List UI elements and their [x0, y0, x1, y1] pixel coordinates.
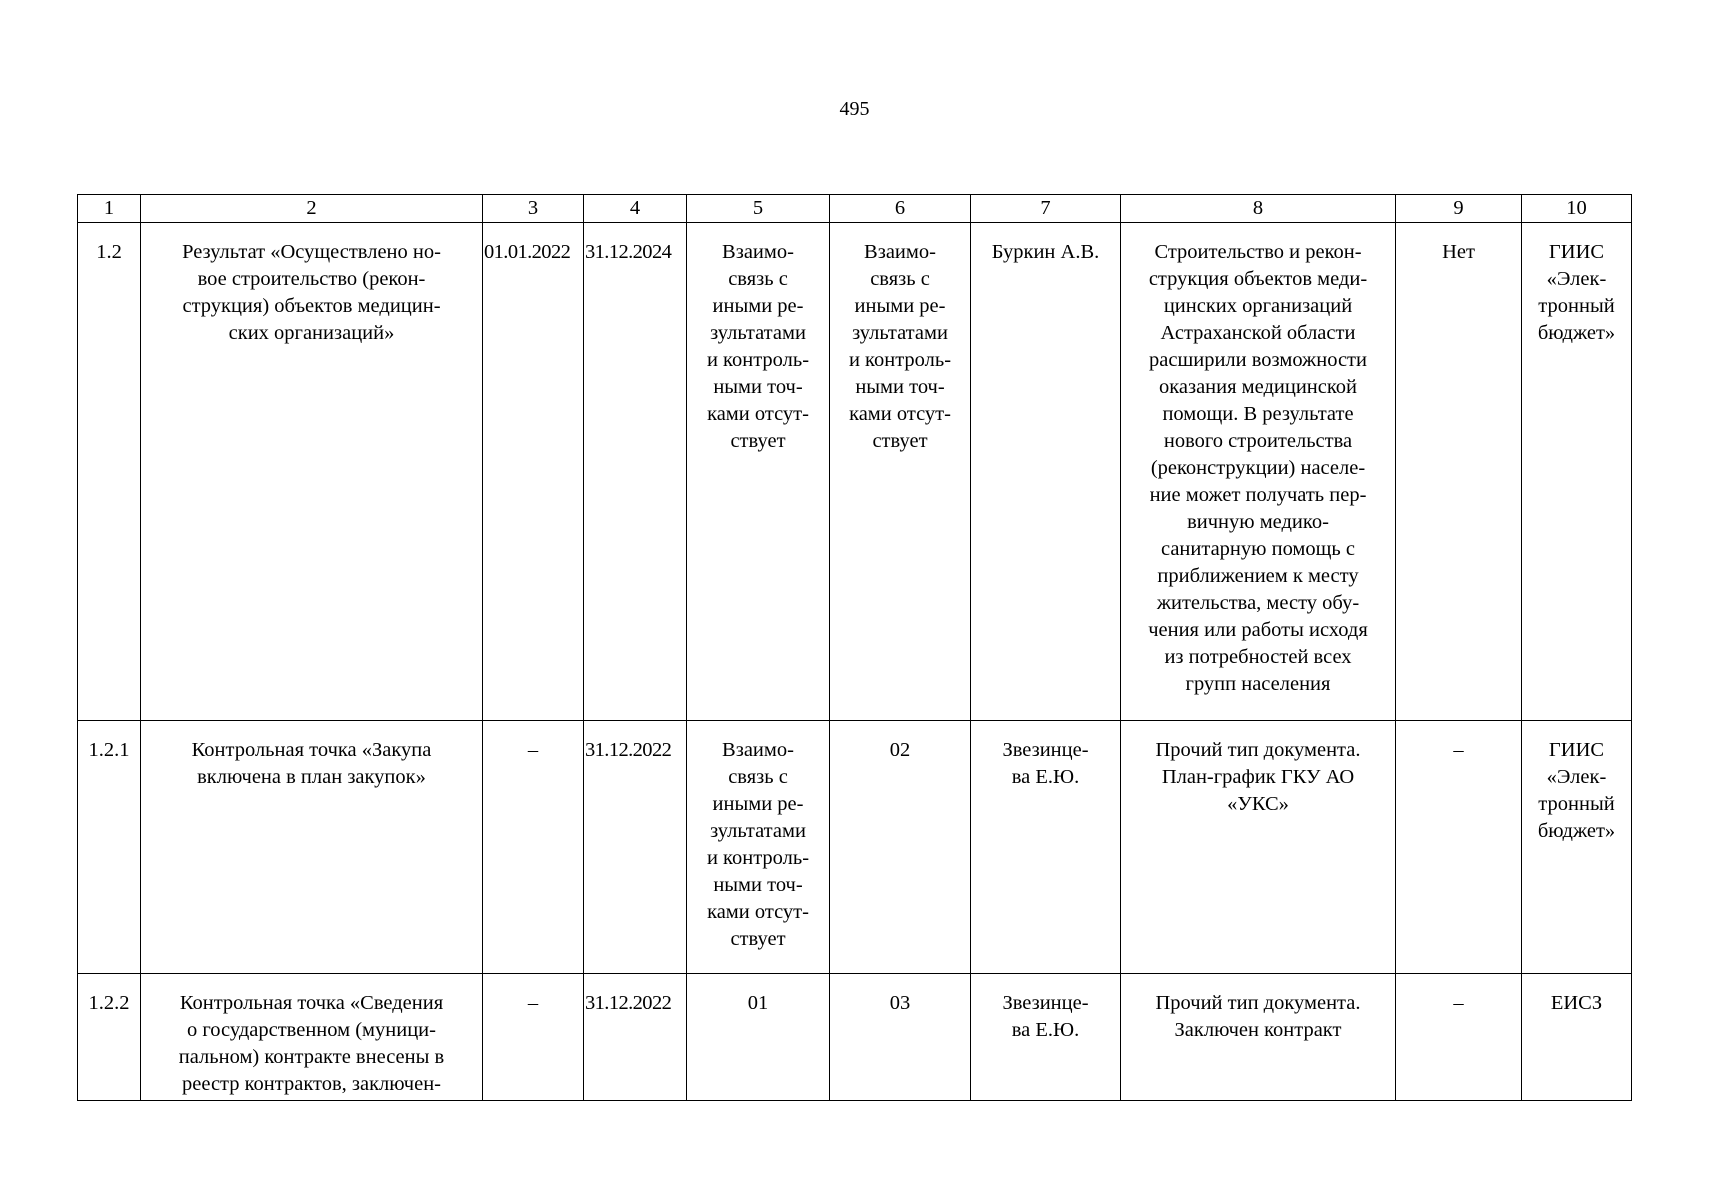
- cell-line: связь с: [870, 268, 930, 290]
- cell-line: бюджет»: [1537, 322, 1616, 344]
- level-cell: –: [1396, 974, 1522, 1101]
- cell-line: Звезинце-: [1002, 739, 1089, 761]
- cell-line: Прочий тип документа.: [1155, 739, 1361, 761]
- cell-line: Звезинце-: [1002, 992, 1089, 1014]
- header-cell-3: 3: [483, 195, 584, 223]
- page-number: 495: [839, 98, 870, 120]
- cell-line: 03: [889, 992, 911, 1014]
- cell-line: связь с: [728, 766, 788, 788]
- header-cell-9: 9: [1396, 195, 1522, 223]
- level-cell: Нет: [1396, 223, 1522, 721]
- successor-cell: [830, 721, 971, 974]
- cell-line: тронный: [1538, 793, 1615, 815]
- row-number-cell: 1.2.2: [78, 974, 141, 1101]
- cell-line: оказания медицинской: [1158, 376, 1358, 398]
- cell-line: включена в план закупок»: [197, 766, 426, 788]
- cell-line: «Элек-: [1546, 766, 1607, 788]
- cell-line: Взаимо-: [722, 739, 794, 761]
- cell-line: зультатами: [710, 820, 806, 842]
- end-date-cell: 31.12.2022: [584, 721, 687, 974]
- info-system-cell: [1522, 721, 1632, 974]
- cell-line: ками отсут-: [849, 403, 951, 425]
- header-cell-6: 6: [830, 195, 971, 223]
- cell-line: из потребностей всех: [1164, 646, 1352, 668]
- cell-line: иными ре-: [854, 295, 946, 317]
- cell-line: ние может получать пер-: [1149, 484, 1367, 506]
- predecessor-cell: [687, 223, 830, 721]
- start-date-cell: 01.01.2022: [483, 223, 584, 721]
- predecessor-cell: [687, 974, 830, 1101]
- cell-line: 02: [889, 739, 911, 761]
- cell-line: струкция объектов меди-: [1148, 268, 1368, 290]
- cell-line: вое строительство (рекон-: [197, 268, 426, 290]
- cell-line: Результат «Осуществлено но-: [182, 241, 441, 263]
- cell-line: ЕИСЗ: [1550, 992, 1603, 1014]
- cell-line: тронный: [1538, 295, 1615, 317]
- cell-line: ГИИС: [1548, 739, 1605, 761]
- cell-line: ками отсут-: [707, 901, 809, 923]
- cell-line: вичную медико-: [1187, 511, 1329, 533]
- cell-line: 01: [747, 992, 769, 1014]
- header-cell-1: 1: [78, 195, 141, 223]
- cell-line: Взаимо-: [864, 241, 936, 263]
- cell-line: ствует: [872, 430, 928, 452]
- document-cell: [1121, 974, 1396, 1101]
- header-cell-10: 10: [1522, 195, 1632, 223]
- cell-line: и контроль-: [848, 349, 952, 371]
- cell-line: о государственном (муници-: [187, 1019, 436, 1041]
- item-name-cell: [141, 974, 483, 1101]
- cell-line: цинских организаций: [1163, 295, 1353, 317]
- cell-line: «Элек-: [1546, 268, 1607, 290]
- cell-line: чения или работы исходя: [1148, 619, 1368, 641]
- end-date-cell: 31.12.2024: [584, 223, 687, 721]
- row-number-cell: 1.2: [78, 223, 141, 721]
- cell-line: ными точ-: [713, 874, 803, 896]
- cell-line: иными ре-: [712, 793, 804, 815]
- table-row: [78, 974, 1632, 1101]
- cell-line: приближением к месту: [1157, 565, 1359, 587]
- info-system-cell: [1522, 223, 1632, 721]
- cell-line: струкция) объектов медицин-: [182, 295, 441, 317]
- info-system-cell: [1522, 974, 1632, 1101]
- header-cell-8: 8: [1121, 195, 1396, 223]
- cell-line: ствует: [730, 928, 786, 950]
- cell-line: Контрольная точка «Сведения: [179, 992, 444, 1014]
- document-cell: [1121, 223, 1396, 721]
- cell-line: (реконструкции) населе-: [1150, 457, 1366, 479]
- successor-cell: [830, 974, 971, 1101]
- cell-line: бюджет»: [1537, 820, 1616, 842]
- start-date-cell: –: [483, 974, 584, 1101]
- cell-line: План-график ГКУ АО: [1161, 766, 1355, 788]
- cell-line: Контрольная точка «Закупа: [191, 739, 432, 761]
- cell-line: ва Е.Ю.: [1011, 766, 1080, 788]
- predecessor-cell: [687, 721, 830, 974]
- cell-line: ва Е.Ю.: [1011, 1019, 1080, 1041]
- control-points-table: [77, 194, 1632, 1101]
- cell-line: реестр контрактов, заключен-: [181, 1073, 442, 1095]
- cell-line: пальном) контракте внесены в: [178, 1046, 445, 1068]
- cell-line: иными ре-: [712, 295, 804, 317]
- cell-line: ских организаций»: [228, 322, 395, 344]
- responsible-cell: [971, 223, 1121, 721]
- cell-line: зультатами: [710, 322, 806, 344]
- cell-line: санитарную помощь с: [1160, 538, 1356, 560]
- cell-line: зультатами: [852, 322, 948, 344]
- cell-line: жительства, месту обу-: [1156, 592, 1360, 614]
- cell-line: ными точ-: [855, 376, 945, 398]
- cell-line: связь с: [728, 268, 788, 290]
- cell-line: Астраханской области: [1160, 322, 1356, 344]
- start-date-cell: –: [483, 721, 584, 974]
- header-cell-7: 7: [971, 195, 1121, 223]
- item-name-cell: [141, 721, 483, 974]
- cell-line: Взаимо-: [722, 241, 794, 263]
- responsible-cell: [971, 721, 1121, 974]
- table-row: [78, 223, 1632, 721]
- cell-line: ствует: [730, 430, 786, 452]
- cell-line: и контроль-: [706, 847, 810, 869]
- successor-cell: [830, 223, 971, 721]
- cell-line: групп населения: [1185, 673, 1331, 695]
- header-cell-2: 2: [141, 195, 483, 223]
- cell-line: Строительство и рекон-: [1154, 241, 1362, 263]
- header-cell-5: 5: [687, 195, 830, 223]
- header-cell-4: 4: [584, 195, 687, 223]
- cell-line: расширили возможности: [1149, 349, 1367, 371]
- cell-line: ГИИС: [1548, 241, 1605, 263]
- cell-line: нового строительства: [1163, 430, 1353, 452]
- end-date-cell: 31.12.2022: [584, 974, 687, 1101]
- row-number-cell: 1.2.1: [78, 721, 141, 974]
- item-name-cell: [141, 223, 483, 721]
- cell-line: Прочий тип документа.: [1155, 992, 1361, 1014]
- level-cell: –: [1396, 721, 1522, 974]
- cell-line: Буркин А.В.: [991, 241, 1100, 263]
- cell-line: помощи. В результате: [1162, 403, 1354, 425]
- cell-line: ными точ-: [713, 376, 803, 398]
- cell-line: Заключен контракт: [1174, 1019, 1342, 1041]
- cell-line: «УКС»: [1227, 793, 1289, 815]
- document-cell: [1121, 721, 1396, 974]
- table-row: [78, 721, 1632, 974]
- header-row: [78, 195, 1632, 223]
- cell-line: ками отсут-: [707, 403, 809, 425]
- responsible-cell: [971, 974, 1121, 1101]
- cell-line: и контроль-: [706, 349, 810, 371]
